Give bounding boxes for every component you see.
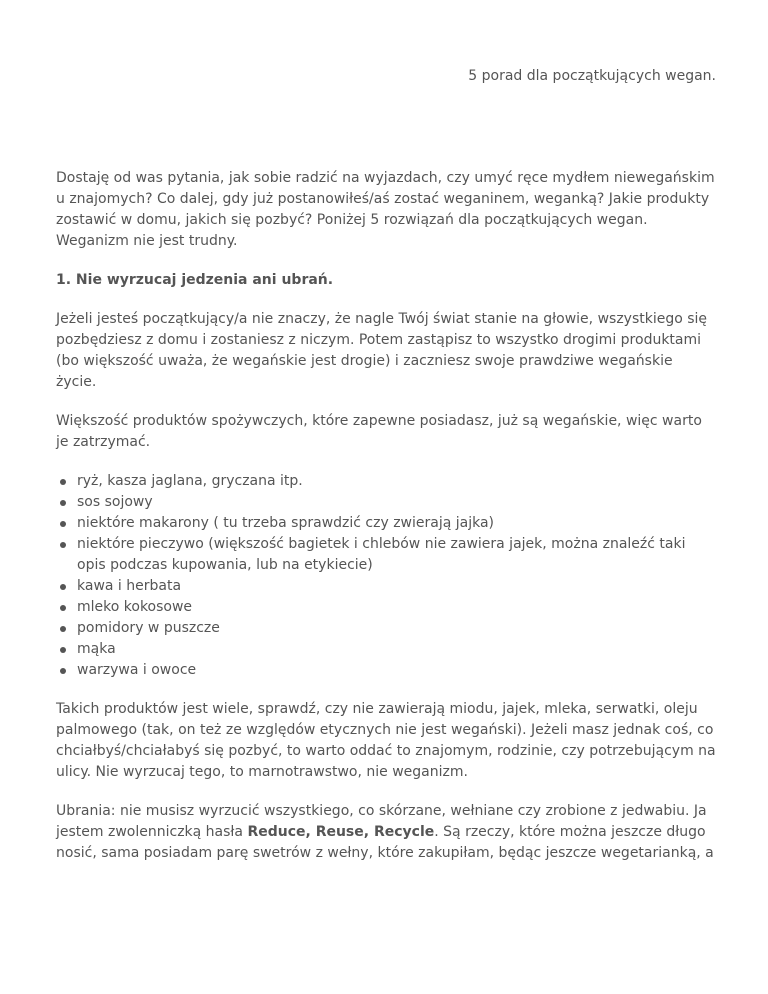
list-item: kawa i herbata	[77, 576, 716, 597]
section-paragraph-2: Większość produktów spożywczych, które zapewne posiadasz, już są wegańskie, więc warto je zatrzymać.	[56, 413, 702, 450]
document-body	[56, 168, 716, 882]
section-heading: 1. Nie wyrzucaj jedzenia ani ubrań.	[56, 272, 334, 288]
list-item: pomidory w puszcze	[77, 618, 716, 639]
list-item: mąka	[77, 639, 716, 660]
section-paragraph-4	[56, 801, 716, 864]
intro-paragraph: Dostaję od was pytania, jak sobie radzić na wyjazdach, czy umyć ręce mydłem niewegańskim u znajomych? Co dalej, gdy już postanowiłeś/aś zostać weganinem, weganką? Jakie produkty zostawić w domu, jakich się pozbyć? Poniżej 5 rozwiązań dla początkujących wegan. Weganizm nie jest trudny.	[56, 170, 715, 249]
list-item: niektóre makarony ( tu trzeba sprawdzić czy zwierają jajka)	[77, 513, 716, 534]
list-item: mleko kokosowe	[77, 597, 716, 618]
list-item: warzywa i owoce	[77, 660, 716, 681]
clothing-text-end: . Są rzeczy, które można jeszcze długo nosić, sama posiadam parę swetrów z wełny, które zakupiłam, będąc jeszcze wegetarianką, a	[56, 824, 714, 861]
clothing-text-start: Ubrania: nie musisz wyrzucić wszystkiego, co skórzane, wełniane czy zrobione z jedwabiu. Ja jestem zwolenniczką hasła	[56, 803, 707, 840]
product-list	[56, 471, 716, 681]
section-paragraph-3: Takich produktów jest wiele, sprawdź, czy nie zawierają miodu, jajek, mleka, serwatki, oleju palmowego (tak, on też ze względów etycznych nie jest wegański). Jeżeli masz jednak coś, co chciałbyś/chciałabyś się pozbyć, to warto oddać to znajomym, rodzinie, czy potrzebującym na ulicy. Nie wyrzucaj tego, to marnotrawstwo, nie weganizm.	[56, 701, 716, 780]
section-paragraph-1: Jeżeli jesteś początkujący/a nie znaczy, że nagle Twój świat stanie na głowie, wszystkiego się pozbędziesz z domu i zostaniesz z niczym. Potem zastąpisz to wszystko drogimi produktami (bo większość uważa, że wegańskie jest drogie) i zaczniesz swoje prawdziwe wegańskie życie.	[56, 311, 708, 390]
list-item: sos sojowy	[77, 492, 716, 513]
list-item: niektóre pieczywo (większość bagietek i chlebów nie zawiera jajek, można znaleźć taki opis podczas kupowania, lub na etykiecie)	[77, 534, 716, 576]
reduce-reuse-recycle-slogan: Reduce, Reuse, Recycle	[247, 824, 435, 840]
document-title: 5 porad dla początkujących wegan.	[468, 68, 716, 84]
list-item: ryż, kasza jaglana, gryczana itp.	[77, 471, 716, 492]
